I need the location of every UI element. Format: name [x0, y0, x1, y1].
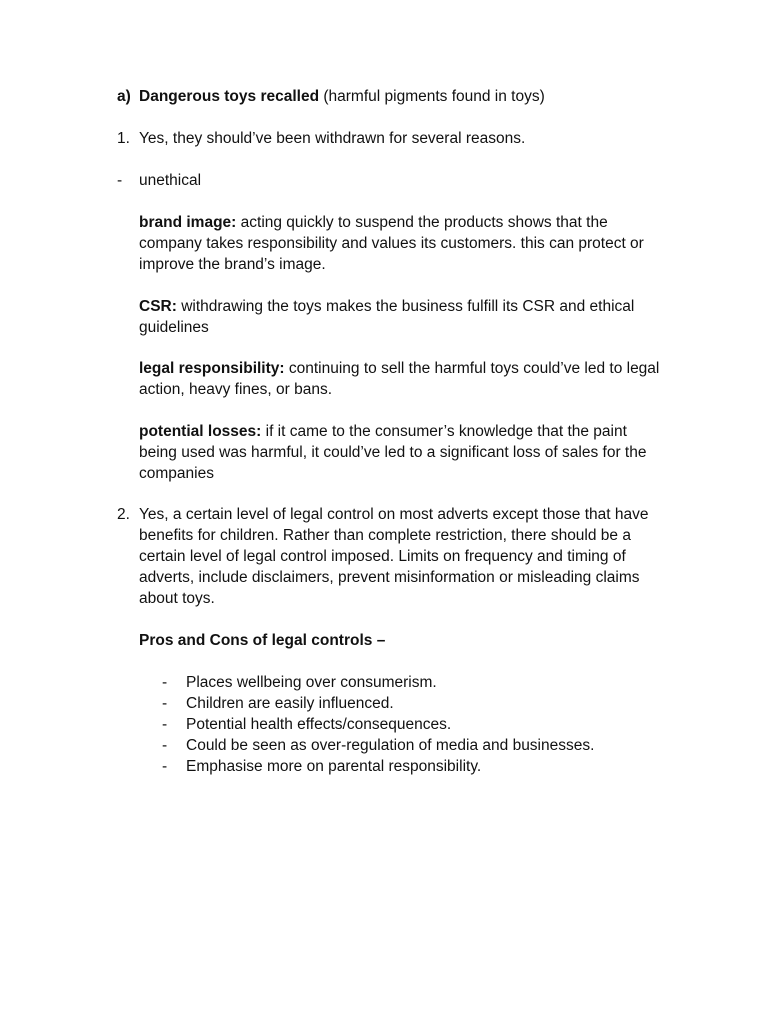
answer-2-marker: 2. [117, 506, 130, 523]
list-marker: - [162, 674, 168, 691]
list-marker: - [162, 737, 168, 754]
section-subtitle: (harmful pigments found in toys) [323, 88, 545, 105]
point-label: legal responsibility: [139, 360, 285, 377]
answer-2-text: Yes, a certain level of legal control on most adverts except those that have benefits for children. Rather than complete restriction, there should be a certain level of legal control imposed. Limits on frequency and timing of adverts, include disclaimers, prevent misinformation or misleading claims about toys. [139, 506, 649, 607]
answer-1-marker: 1. [117, 130, 130, 147]
point-text: acting quickly to suspend the products shows that the company takes responsibility and values its customers. this can protect or improve the brand’s image. [139, 214, 644, 273]
point-text: withdrawing the toys makes the business fulfill its CSR and ethical guidelines [139, 298, 635, 336]
dash-item-text: unethical [139, 172, 202, 189]
point-brand-image [139, 212, 669, 275]
list-marker: - [162, 716, 168, 733]
section-title: Dangerous toys recalled [139, 88, 320, 105]
section-marker: a) [117, 88, 131, 105]
point-label: potential losses: [139, 423, 262, 440]
list-marker: - [162, 758, 168, 775]
point-label: brand image: [139, 214, 237, 231]
list-item-text: Could be seen as over-regulation of media and businesses. [186, 737, 595, 754]
point-potential-losses [139, 421, 669, 484]
pros-cons-heading: Pros and Cons of legal controls – [139, 632, 386, 649]
answer-1-text: Yes, they should’ve been withdrawn for several reasons. [139, 130, 526, 147]
list-item-text: Emphasise more on parental responsibility. [186, 758, 482, 775]
point-text: if it came to the consumer’s knowledge that the paint being used was harmful, it could’ve led to a significant loss of sales for the companies [139, 423, 647, 482]
point-label: CSR: [139, 298, 177, 315]
point-text: continuing to sell the harmful toys could’ve led to legal action, heavy fines, or bans. [139, 360, 660, 398]
dash-marker: - [117, 172, 123, 189]
list-item-text: Places wellbeing over consumerism. [186, 674, 437, 691]
list-item-text: Potential health effects/consequences. [186, 716, 452, 733]
list-item-text: Children are easily influenced. [186, 695, 394, 712]
list-marker: - [162, 695, 168, 712]
point-csr [139, 296, 669, 338]
point-legal-responsibility [139, 358, 669, 400]
